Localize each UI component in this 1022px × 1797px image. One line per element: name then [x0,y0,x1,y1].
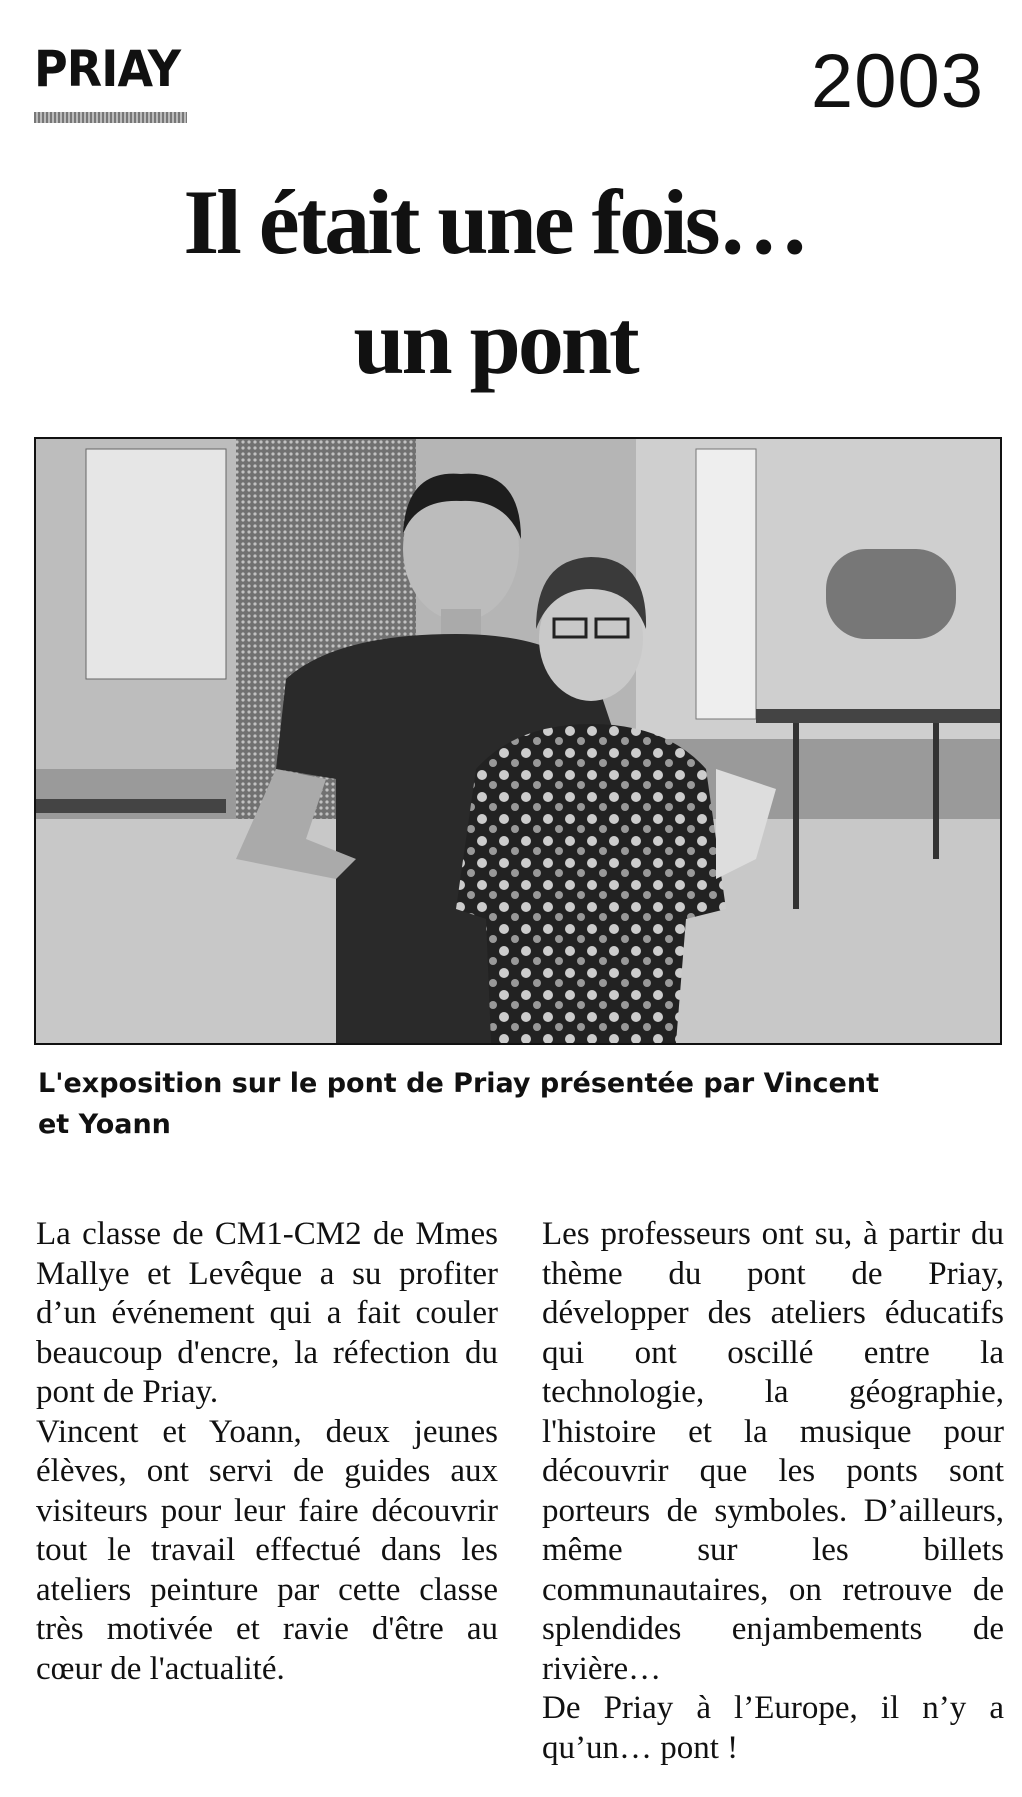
section-underline [34,112,187,123]
headline-line-1: Il était une fois… [183,171,807,273]
article-paragraph: Vincent et Yoann, deux jeunes élèves, ont servi de guides aux visiteurs pour leur faire découvrir tout le travail effectué dans les ateliers peinture par cette classe très motivée et ravie d'être au cœur de l'actualité. [36,1413,498,1687]
section-label: PRIAY [34,40,181,98]
article-paragraph: Les professeurs ont su, à partir du thème du pont de Priay, développer des ateliers éducatifs qui ont oscillé entre la technologie, la géographie, l'histoire et la musique pour découvrir que les ponts sont porteurs de symboles. D’ailleurs, même sur les billets communautaires, on retrouve de splendides enjambements de rivière… [542,1216,1004,1687]
photo-illustration [36,439,1000,1043]
article-paragraph: La classe de CM1-CM2 de Mmes Mallye et Levêque a su profiter d’un événement qui a fait couler beaucoup d'encre, la réfection du pont de Priay. [36,1216,498,1410]
article-column-left [36,1215,498,1689]
article-paragraph: De Priay à l’Europe, il n’y a qu’un… pont ! [542,1690,1004,1766]
article-photo [34,437,1002,1045]
photo-caption: L'exposition sur le pont de Priay présentée par Vincent et Yoann [38,1068,879,1140]
year-label: 2003 [810,39,984,124]
article-column-right [542,1215,1004,1768]
headline-line-2: un pont [353,291,637,393]
